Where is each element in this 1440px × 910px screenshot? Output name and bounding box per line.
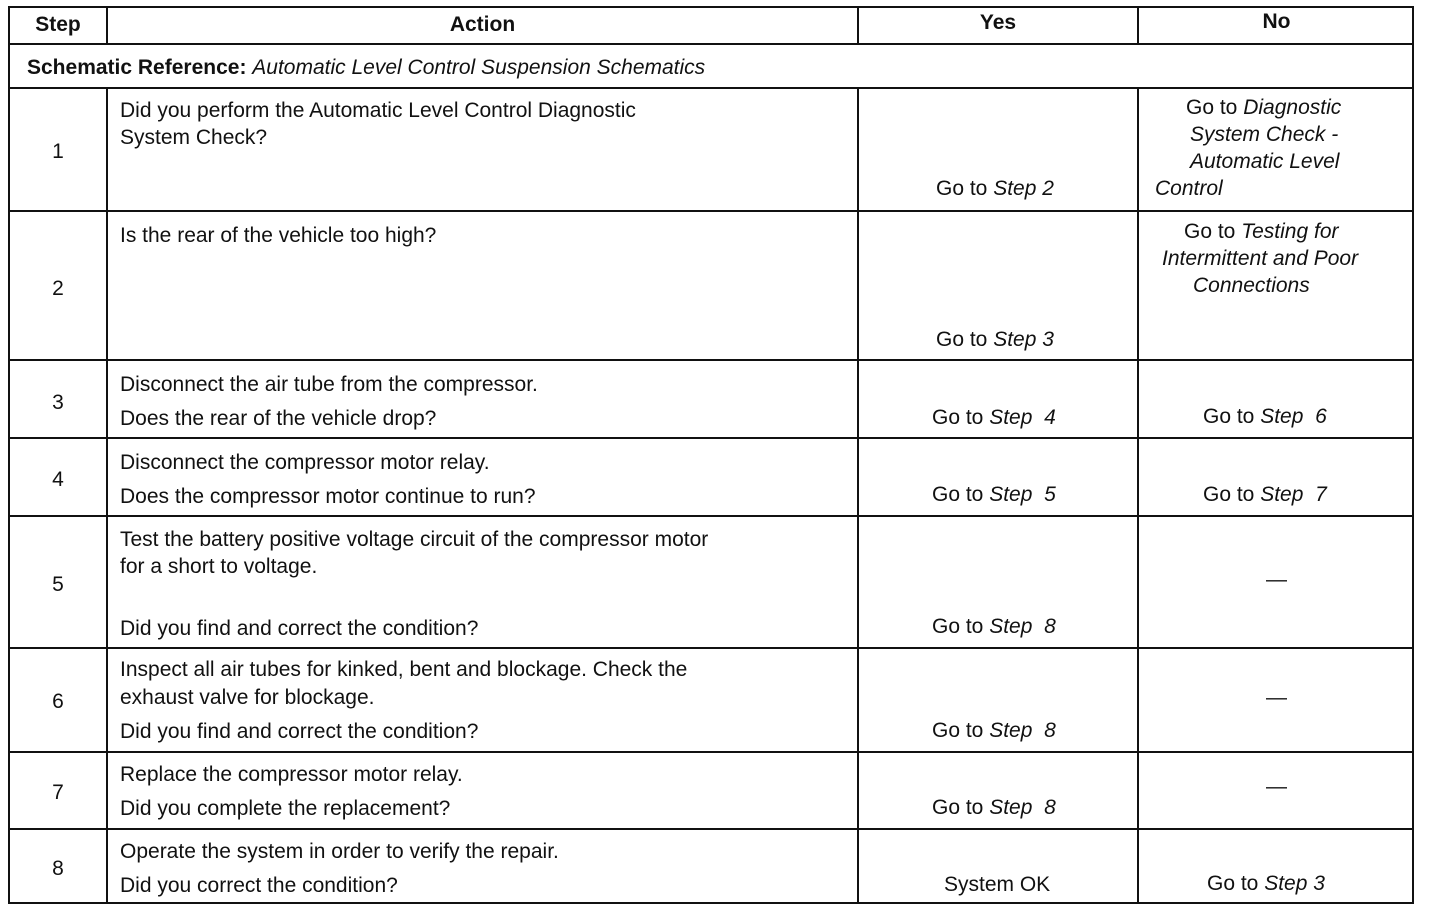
- no-dash: —: [1266, 775, 1287, 798]
- row-divider: [8, 437, 1414, 439]
- step-ref: Step 7: [1260, 483, 1327, 506]
- header-step: Step: [35, 13, 81, 36]
- row-divider: [8, 359, 1414, 361]
- ref-text: Intermittent and Poor: [1162, 247, 1359, 270]
- no-dash: —: [1266, 686, 1287, 709]
- no-result: [1207, 870, 1325, 897]
- goto-text: Go to: [936, 177, 988, 200]
- step-ref: Step 4: [989, 406, 1056, 429]
- yes-result: [932, 794, 1056, 821]
- no-dash: —: [1266, 568, 1287, 591]
- step-ref: Step 8: [989, 615, 1056, 638]
- step-ref: Step 5: [989, 483, 1056, 506]
- goto-text: Go to: [932, 406, 984, 429]
- header-action: Action: [449, 13, 516, 36]
- step-number: 3: [52, 391, 64, 414]
- row-divider: [8, 87, 1414, 89]
- action-text: Did you correct the condition?: [120, 874, 398, 897]
- schematic-reference: [27, 54, 705, 81]
- schematic-value: Automatic Level Control Suspension Schematics: [252, 56, 706, 79]
- action-text: Did you find and correct the condition?: [120, 720, 479, 743]
- row-divider: [8, 43, 1414, 45]
- action-text: exhaust valve for blockage.: [120, 686, 375, 709]
- yes-result: [932, 481, 1056, 508]
- action-text: Operate the system in order to verify the repair.: [120, 840, 559, 863]
- step-ref: Step 8: [989, 719, 1056, 742]
- goto-text: Go to: [936, 328, 988, 351]
- action-text: Does the rear of the vehicle drop?: [120, 407, 437, 430]
- action-text: Does the compressor motor continue to run?: [120, 485, 536, 508]
- step-ref: Step 6: [1260, 405, 1327, 428]
- step-number: 1: [52, 140, 64, 163]
- row-divider: [8, 210, 1414, 212]
- header-no: No: [1262, 10, 1291, 33]
- row-divider: [8, 828, 1414, 830]
- yes-result: [932, 404, 1056, 431]
- step-ref: Step 3: [1264, 872, 1325, 895]
- ref-text: Control: [1155, 177, 1223, 200]
- goto-text: Go to: [932, 615, 984, 638]
- schematic-label: Schematic Reference:: [27, 56, 247, 79]
- yes-result: [932, 613, 1056, 640]
- step-number: 2: [52, 277, 64, 300]
- row-divider: [8, 515, 1414, 517]
- action-text: Disconnect the air tube from the compressor.: [120, 373, 538, 396]
- goto-text: Go to: [932, 796, 984, 819]
- ref-text: System Check -: [1190, 123, 1339, 146]
- action-text: Replace the compressor motor relay.: [120, 763, 463, 786]
- step-number: 6: [52, 690, 64, 713]
- step-ref: Step 2: [993, 177, 1054, 200]
- ref-text: Diagnostic: [1243, 96, 1342, 119]
- goto-text: Go to: [932, 719, 984, 742]
- step-number: 8: [52, 857, 64, 880]
- action-text: Inspect all air tubes for kinked, bent and blockage. Check the: [120, 658, 688, 681]
- action-text: Did you perform the Automatic Level Control Diagnostic: [120, 99, 636, 122]
- action-text: for a short to voltage.: [120, 555, 318, 578]
- action-text: Did you find and correct the condition?: [120, 617, 479, 640]
- no-result: [1186, 94, 1341, 121]
- ref-text: Connections: [1193, 274, 1310, 297]
- step-number: 7: [52, 781, 64, 804]
- action-text: Test the battery positive voltage circuit of the compressor motor: [120, 528, 709, 551]
- no-result: [1184, 218, 1339, 245]
- no-result: [1203, 481, 1327, 508]
- row-divider: [8, 647, 1414, 649]
- yes-result: [936, 326, 1054, 353]
- ref-text: Testing for: [1241, 220, 1339, 243]
- goto-text: Go to: [1203, 405, 1255, 428]
- yes-result: System OK: [944, 873, 1051, 896]
- step-number: 5: [52, 573, 64, 596]
- step-ref: Step 3: [993, 328, 1054, 351]
- action-text: System Check?: [120, 126, 268, 149]
- goto-text: Go to: [1207, 872, 1259, 895]
- row-divider: [8, 751, 1414, 753]
- yes-result: [936, 175, 1054, 202]
- yes-result: [932, 717, 1056, 744]
- goto-text: Go to: [1184, 220, 1236, 243]
- action-text: Did you complete the replacement?: [120, 797, 451, 820]
- ref-text: Automatic Level: [1190, 150, 1340, 173]
- step-number: 4: [52, 468, 64, 491]
- step-ref: Step 8: [989, 796, 1056, 819]
- no-result: [1203, 403, 1327, 430]
- goto-text: Go to: [1186, 96, 1238, 119]
- header-yes: Yes: [979, 11, 1017, 34]
- action-text: Disconnect the compressor motor relay.: [120, 451, 490, 474]
- goto-text: Go to: [1203, 483, 1255, 506]
- action-text: Is the rear of the vehicle too high?: [120, 224, 437, 247]
- goto-text: Go to: [932, 483, 984, 506]
